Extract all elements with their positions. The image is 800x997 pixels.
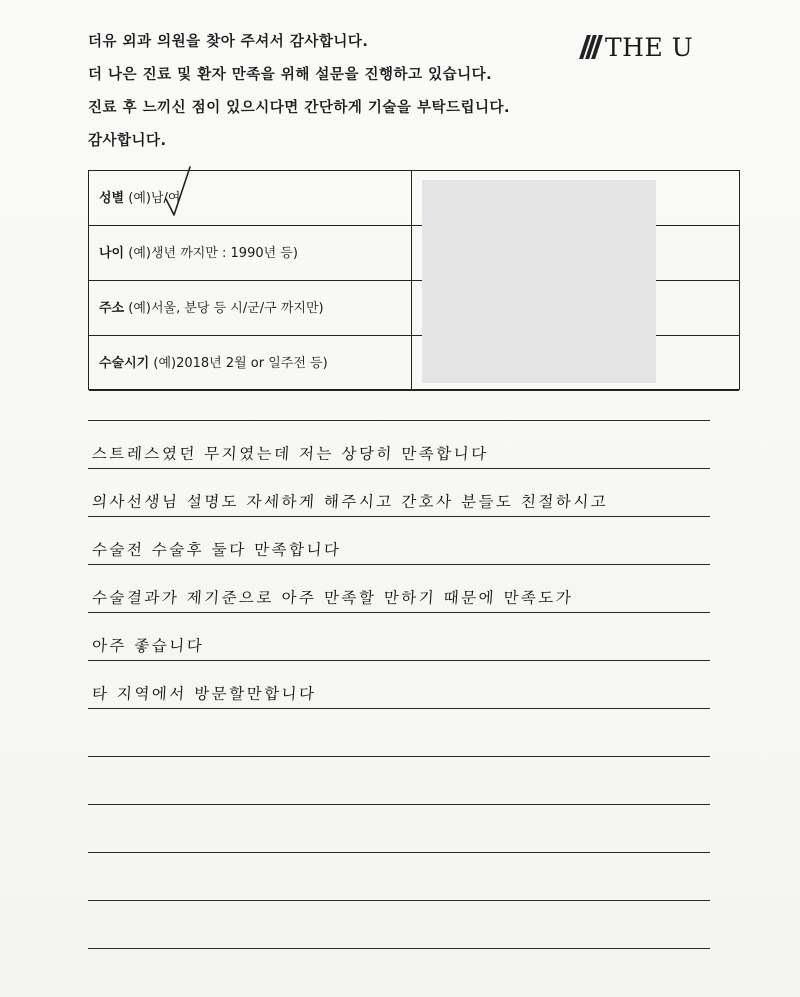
handwritten-line: 타 지역에서 방문할만합니다 (91, 685, 318, 703)
intro-line: 더유 외과 의원을 찾아 주셔서 감사합니다. (88, 34, 369, 50)
ruled-line (88, 613, 710, 661)
ruled-line (88, 565, 710, 613)
intro-line: 진료 후 느끼신 점이 있으시다면 간단하게 기술을 부탁드립니다. (88, 100, 511, 116)
handwritten-line: 수술결과가 제기준으로 아주 만족할 만하기 때문에 만족도가 (91, 589, 574, 607)
ruled-line (88, 421, 710, 469)
ruled-line (88, 853, 710, 901)
column-divider (411, 171, 412, 389)
ruled-line (88, 469, 710, 517)
ruled-line (88, 757, 710, 805)
ruled-line (88, 661, 710, 709)
info-label: 주소 (99, 301, 125, 316)
ruled-line (88, 709, 710, 757)
checkmark-icon (160, 163, 194, 223)
info-example: (예)남/여 (128, 191, 181, 206)
info-example: (예)2018년 2월 or 일주전 등) (153, 356, 328, 371)
intro-text (88, 26, 648, 158)
logo-text: THE U (605, 32, 694, 62)
handwritten-line: 아주 좋습니다 (91, 637, 205, 655)
intro-line: 더 나은 진료 및 환자 만족을 위해 설문을 진행하고 있습니다. (88, 67, 493, 83)
intro-line: 감사합니다. (88, 133, 167, 149)
info-example: (예)생년 까지만 : 1990년 등) (128, 246, 298, 261)
logo-mark-icon (580, 35, 602, 59)
handwritten-line: 의사선생님 설명도 자세하게 해주시고 간호사 분들도 친절하시고 (91, 493, 609, 511)
info-label: 성별 (99, 191, 125, 206)
handwritten-line: 스트레스였던 무지였는데 저는 상당히 만족합니다 (91, 445, 490, 463)
handwritten-line: 수술전 수술후 둘다 만족합니다 (91, 541, 342, 559)
ruled-line (88, 901, 710, 949)
clinic-logo (580, 30, 693, 64)
handwritten-response-area (88, 415, 710, 949)
info-example: (예)서울, 분당 등 시/군/구 까지만) (128, 301, 324, 316)
ruled-line (88, 517, 710, 565)
redaction-box (422, 180, 656, 383)
ruled-line (88, 805, 710, 853)
info-label: 나이 (99, 246, 125, 261)
info-label: 수술시기 (99, 356, 150, 371)
